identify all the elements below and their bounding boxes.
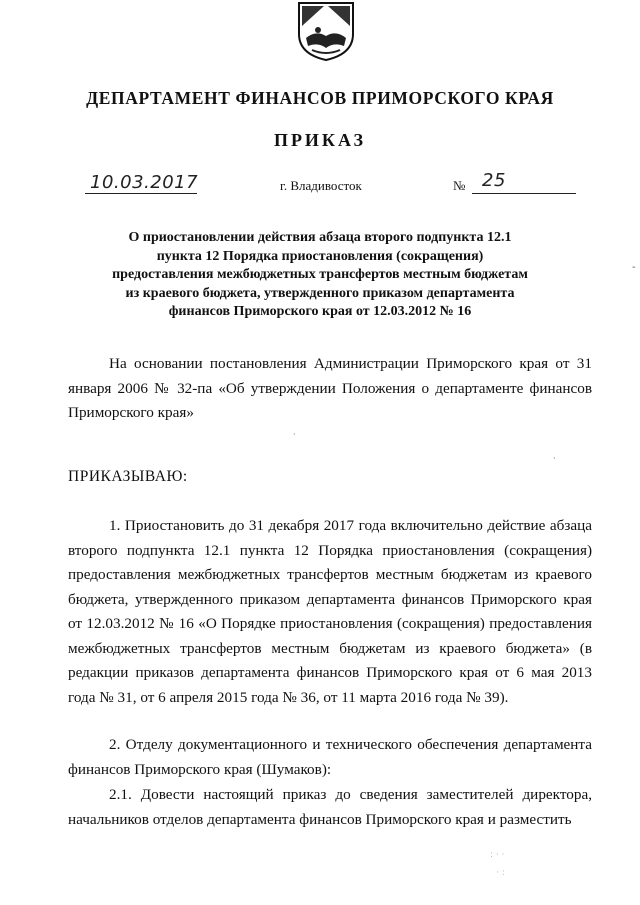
city: г. Владивосток (280, 178, 362, 193)
department-title: ДЕПАРТАМЕНТ ФИНАНСОВ ПРИМОРСКОГО КРАЯ (86, 88, 554, 108)
number-sign: № (453, 178, 466, 193)
document-type: ПРИКАЗ (273, 130, 367, 150)
item-2-1-paragraph (68, 783, 592, 832)
document-subject: О приостановлении действия абзаца второго подпункта 12.1 пункта 12 Порядка приостановления (сокращения) предоставления межбюджетных трансфертов местным бюджетам из краевого бюджета, утвержденного приказом департамента финансов Приморского края от 12.03.2012 № 16 (112, 230, 528, 319)
document-number: 25 (482, 170, 506, 191)
scan-speck: · (293, 430, 296, 439)
scan-speck: : · · (490, 850, 505, 860)
scan-speck: · : (496, 868, 505, 878)
scan-speck: - (632, 262, 636, 273)
item-2-paragraph (68, 733, 592, 782)
scan-speck: · (553, 454, 556, 463)
basis-text: На основании постановления Администрации Приморского края от 31 января 2006 № 32-па «Об утверждении Положения о департаменте финансов Приморского края» (68, 355, 592, 421)
number-underline (472, 193, 576, 194)
item-1-paragraph (68, 514, 592, 710)
order-word: ПРИКАЗЫВАЮ: (68, 468, 188, 485)
document-date: 10.03.2017 (90, 172, 199, 193)
coat-of-arms-emblem (296, 0, 356, 62)
item-2-1-text: 2.1. Довести настоящий приказ до сведения заместителей директора, начальников отделов департамента финансов Приморского края и разместить (68, 786, 592, 828)
item-2-text: 2. Отделу документационного и технического обеспечения департамента финансов Приморского края (Шумаков): (68, 736, 592, 778)
basis-paragraph (68, 352, 592, 426)
item-1-text: 1. Приостановить до 31 декабря 2017 года включительно действие абзаца второго подпункта 12.1 пункта 12 Порядка приостановления (сокращения) предоставления межбюджетных трансфертов местным бюджетам из краевого бюджета, утвержденного приказом департамента финансов Приморского края от 12.03.2012 № 16 «О Порядке приостановления (сокращения) предоставления межбюджетных трансфертов местным бюджетам из краевого бюджета» (в редакции приказов департамента финансов Приморского края от 6 мая 2013 года № 31, от 6 апреля 2015 года № 36, от 11 марта 2016 года № 39). (68, 517, 592, 706)
date-underline (85, 193, 197, 194)
